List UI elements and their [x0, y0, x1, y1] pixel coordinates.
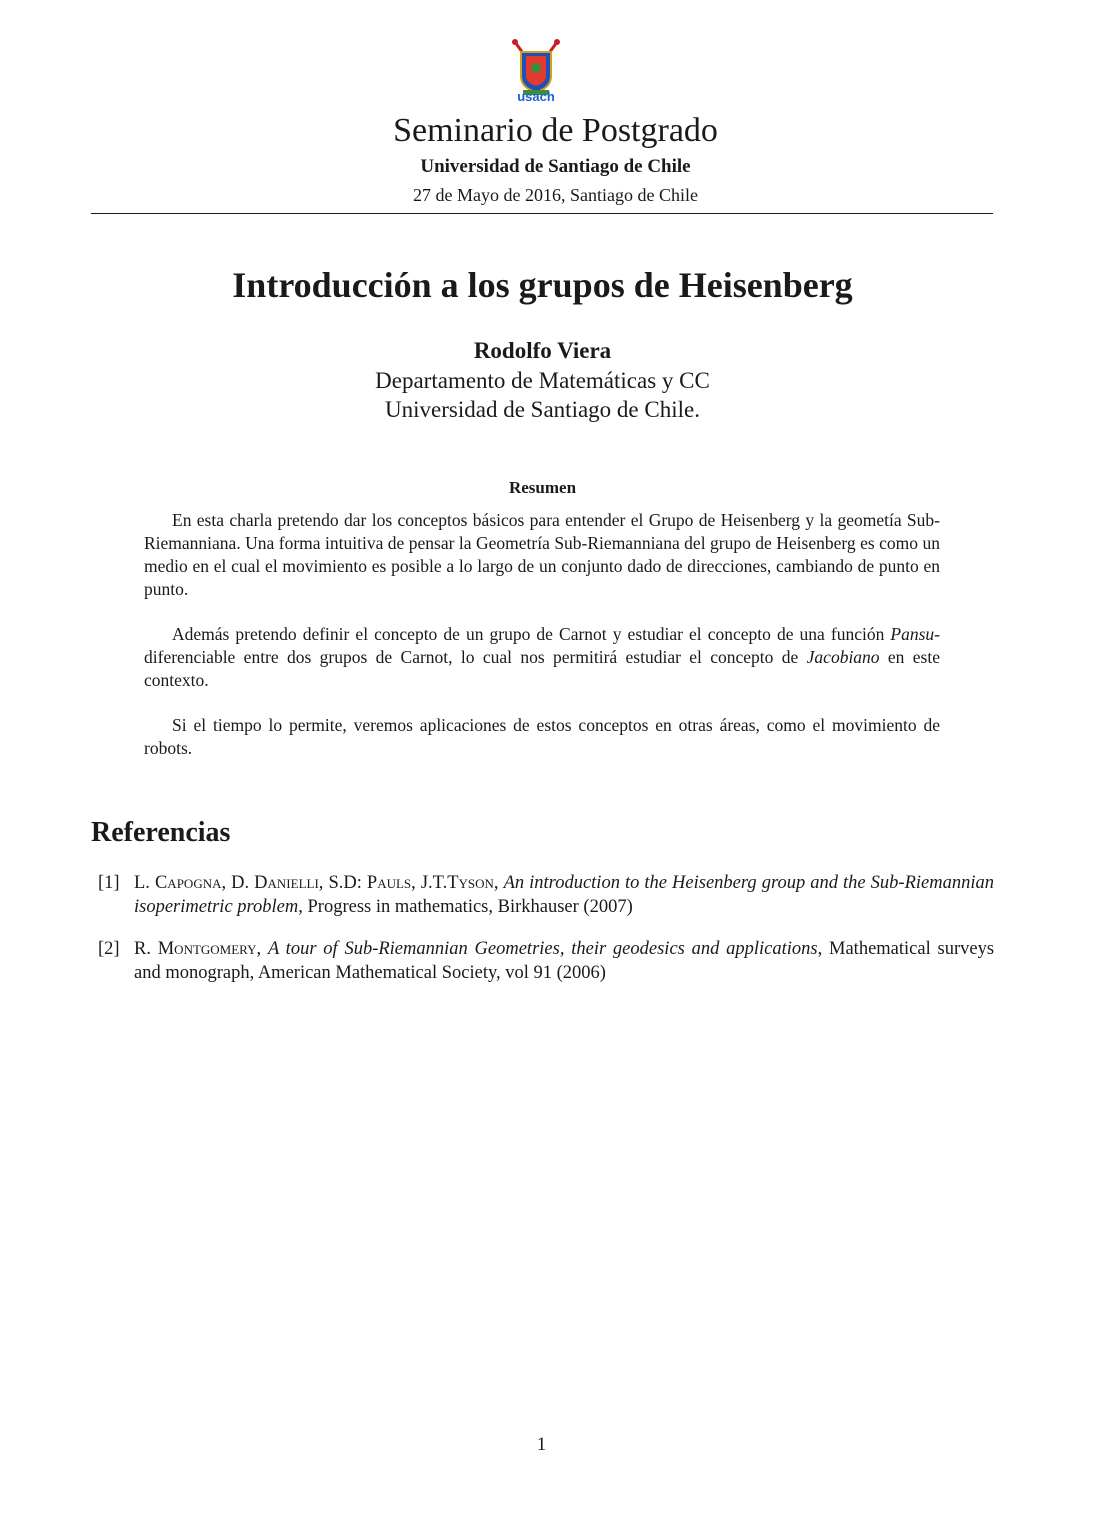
university-name: Universidad de Santiago de Chile — [420, 156, 691, 177]
abstract-paragraph: Si el tiempo lo permite, veremos aplicaciones de estos conceptos en otras áreas, como el movimiento de robots. — [144, 715, 940, 758]
references-list — [98, 871, 994, 1003]
reference-item: [2] R. Montgomery, A tour of Sub-Riemannian Geometries, their geodesics and applications, Mathematical surveys and monograph, American Mathematical Society, vol 91 (2006) — [98, 939, 995, 983]
reference-authors: R. Montgomery — [134, 939, 257, 959]
talk-title: Introducción a los grupos de Heisenberg — [232, 265, 853, 305]
abstract-heading: Resumen — [508, 478, 577, 497]
reference-number: [2] — [98, 939, 120, 959]
reference-details: , Progress in mathematics, Birkhauser (2007) — [298, 897, 633, 917]
abstract-text: en este contexto. — [144, 647, 940, 690]
author-name: Rodolfo Viera — [473, 338, 612, 363]
abstract-text: Además pretendo definir el concepto de un grupo de Carnot y estudiar el concepto de una función — [172, 624, 891, 644]
author-department: Departamento de Matemáticas y CC — [375, 368, 710, 393]
author-affiliation: Universidad de Santiago de Chile. — [385, 397, 700, 422]
abstract-emphasis: Jacobiano — [806, 647, 880, 667]
page-number: 1 — [536, 1434, 547, 1455]
header-rule — [91, 213, 993, 214]
reference-authors: L. Capogna, D. Danielli, S.D: Pauls, J.T.Tyson — [134, 873, 494, 893]
logo-text: usach — [517, 89, 555, 104]
seminar-title: Seminario de Postgrado — [393, 112, 718, 149]
abstract-body — [144, 509, 940, 782]
abstract-emphasis: Pansu — [890, 624, 935, 644]
abstract-paragraph: En esta charla pretendo dar los conceptos básicos para entender el Grupo de Heisenberg y la geometía Sub-Riemanniana. Una forma intuitiva de pensar la Geometría Sub-Riemanniana del grupo de Heisenberg es como un medio en el cual el movimiento es posible a lo largo de un conjunto dado de direcciones, cambiando de punto en punto. — [144, 510, 940, 599]
abstract-text: -diferenciable entre dos grupos de Carnot, lo cual nos permitirá estudiar el concepto de — [144, 624, 940, 667]
abstract-paragraph — [144, 623, 940, 692]
references-heading: Referencias — [91, 817, 231, 848]
date-place: 27 de Mayo de 2016, Santiago de Chile — [413, 185, 698, 205]
reference-item: [1] L. Capogna, D. Danielli, S.D: Pauls, J.T.Tyson, An introduction to the Heisenberg group and the Sub-Riemannian isoperimetric problem, Progress in mathematics, Birkhauser (2007) — [98, 873, 994, 917]
reference-title: An introduction to the Heisenberg group and the Sub-Riemannian isoperimetric problem — [134, 873, 994, 917]
reference-number: [1] — [98, 873, 120, 893]
reference-details: , Mathematical surveys and monograph, American Mathematical Society, vol 91 (2006) — [134, 939, 995, 983]
reference-title: A tour of Sub-Riemannian Geometries, their geodesics and applications — [267, 939, 818, 959]
